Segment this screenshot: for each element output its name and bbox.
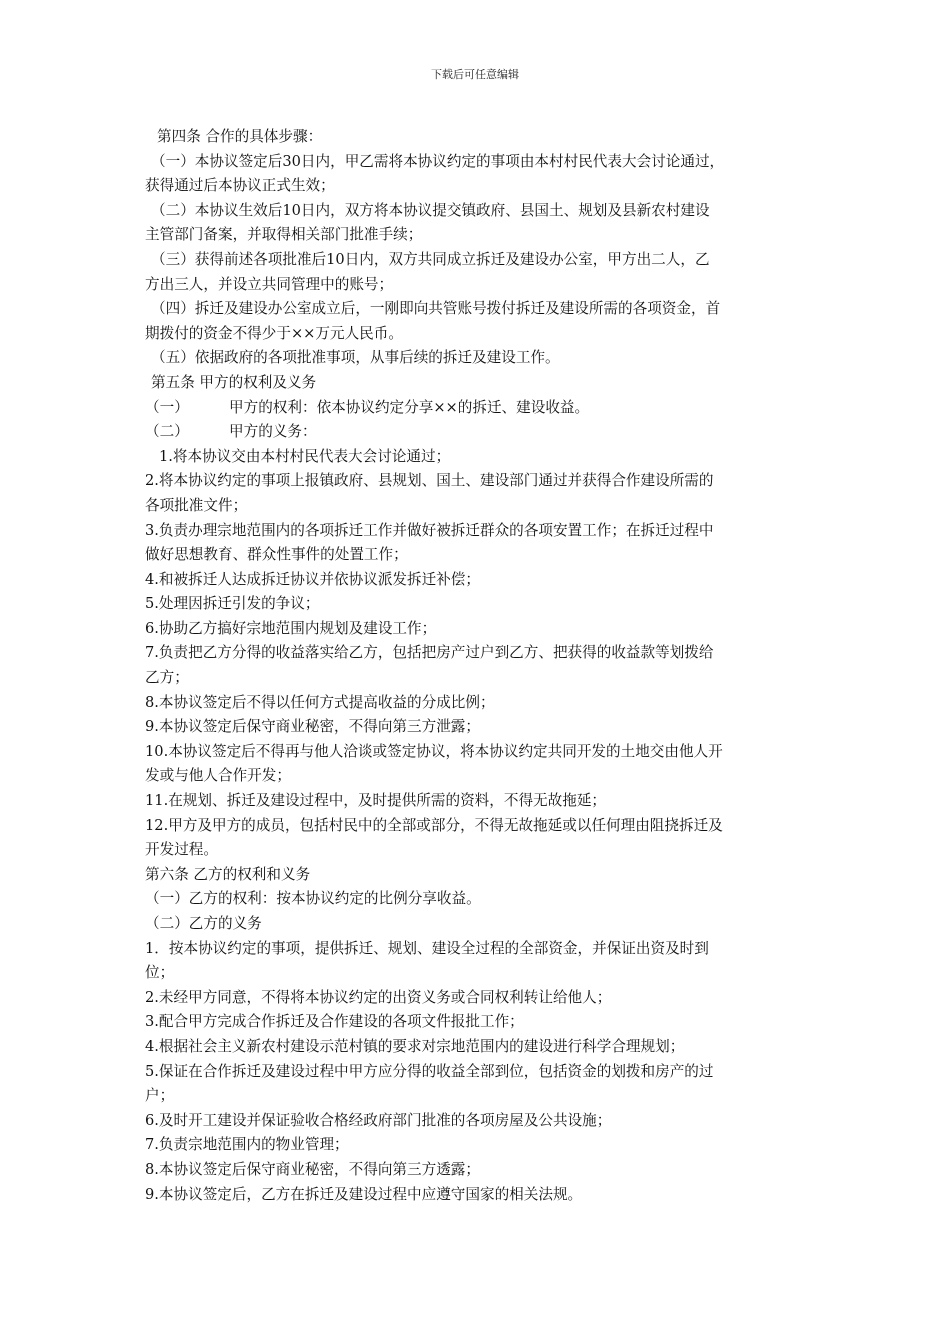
paragraph-line: 开发过程。	[145, 841, 218, 859]
paragraph-line: （五）依据政府的各项批准事项，从事后续的拆迁及建设工作。	[151, 349, 560, 367]
paragraph-line: 3.配合甲方完成合作拆迁及合作建设的各项文件报批工作；	[145, 1013, 524, 1031]
paragraph-line: 5.处理因拆迁引发的争议；	[145, 595, 320, 613]
paragraph-line: 5.保证在合作拆迁及建设过程中甲方应分得的收益全部到位，包括资金的划拨和房产的过	[145, 1062, 714, 1080]
paragraph-line: （三）获得前述各项批准后10日内，双方共同成立拆迁及建设办公室，甲方出二人，乙	[151, 250, 710, 268]
paragraph-line: 户；	[145, 1087, 175, 1105]
paragraph-line: 8.本协议签定后不得以任何方式提高收益的分成比例；	[145, 693, 495, 711]
paragraph-line: 2.将本协议约定的事项上报镇政府、县规划、国土、建设部门通过并获得合作建设所需的	[145, 472, 714, 490]
item-number: （二）	[145, 423, 189, 441]
article-5-heading: 第五条 甲方的权利及义务	[151, 373, 317, 391]
paragraph-line: （二）乙方的义务	[145, 915, 262, 932]
paragraph-line: 发或与他人合作开发；	[145, 767, 291, 785]
paragraph-line: 6.协助乙方搞好宗地范围内规划及建设工作；	[145, 619, 437, 637]
paragraph-line: 做好思想教育、群众性事件的处置工作；	[145, 546, 408, 564]
item-text: 甲方的权利：依本协议约定分享××的拆迁、建设收益。	[229, 398, 590, 416]
paragraph-line: 主管部门备案，并取得相关部门批准手续；	[145, 226, 423, 244]
paragraph-line: 位；	[145, 964, 175, 982]
item-text: 甲方的义务：	[229, 423, 317, 441]
paragraph-line: 8.本协议签定后保守商业秘密，不得向第三方透露；	[145, 1160, 480, 1178]
article-4-heading: 第四条 合作的具体步骤：	[157, 128, 323, 145]
document-body	[145, 125, 820, 1207]
paragraph-line: 7.负责宗地范围内的物业管理；	[145, 1136, 349, 1154]
paragraph-line: （一）本协议签定后30日内，甲乙需将本协议约定的事项由本村村民代表大会讨论通过，	[151, 152, 725, 170]
paragraph-line: 11.在规划、拆迁及建设过程中，及时提供所需的资料，不得无故拖延；	[145, 792, 607, 810]
paragraph-line	[145, 420, 820, 445]
paragraph-line: 3.负责办理宗地范围内的各项拆迁工作并做好被拆迁群众的各项安置工作；在拆迁过程中	[145, 521, 714, 539]
paragraph-line: 7.负责把乙方分得的收益落实给乙方，包括把房产过户到乙方、把获得的收益款等划拨给	[145, 644, 714, 662]
paragraph-line: 6.及时开工建设并保证验收合格经政府部门批准的各项房屋及公共设施；	[145, 1111, 612, 1129]
paragraph-line: 2.未经甲方同意，不得将本协议约定的出资义务或合同权利转让给他人；	[145, 988, 612, 1006]
paragraph-line: 1．按本协议约定的事项，提供拆迁、规划、建设全过程的全部资金，并保证出资及时到	[145, 939, 709, 957]
article-6-heading: 第六条 乙方的权利和义务	[145, 865, 311, 883]
paragraph-line: 期拨付的资金不得少于××万元人民币。	[145, 324, 403, 342]
paragraph-line: 方出三人，并设立共同管理中的账号；	[145, 275, 394, 293]
paragraph-line: 10.本协议签定后不得再与他人洽谈或签定协议，将本协议约定共同开发的土地交由他人开	[145, 742, 723, 760]
paragraph-line: （二）本协议生效后10日内，双方将本协议提交镇政府、县国土、规划及县新农村建设	[151, 201, 710, 219]
page-header: 下载后可任意编辑	[431, 68, 519, 81]
paragraph-line	[145, 396, 820, 421]
paragraph-line: 获得通过后本协议正式生效；	[145, 177, 335, 195]
paragraph-line: 乙方；	[145, 669, 189, 687]
paragraph-line: （一）乙方的权利：按本协议约定的比例分享收益。	[145, 890, 481, 908]
paragraph-line: （四）拆迁及建设办公室成立后，一刚即向共管账号拨付拆迁及建设所需的各项资金，首	[151, 300, 721, 318]
paragraph-line: 9.本协议签定后，乙方在拆迁及建设过程中应遵守国家的相关法规。	[145, 1185, 583, 1203]
paragraph-line: 12.甲方及甲方的成员，包括村民中的全部或部分，不得无故拖延或以任何理由阻挠拆迁及	[145, 816, 723, 834]
paragraph-line: 1.将本协议交由本村村民代表大会讨论通过；	[159, 447, 451, 465]
paragraph-line: 各项批准文件；	[145, 496, 248, 514]
paragraph-line: 4.根据社会主义新农村建设示范村镇的要求对宗地范围内的建设进行科学合理规划；	[145, 1037, 685, 1055]
paragraph-line: 4.和被拆迁人达成拆迁协议并依协议派发拆迁补偿；	[145, 570, 480, 588]
paragraph-line: 9.本协议签定后保守商业秘密，不得向第三方泄露；	[145, 718, 480, 736]
item-number: （一）	[145, 398, 189, 416]
